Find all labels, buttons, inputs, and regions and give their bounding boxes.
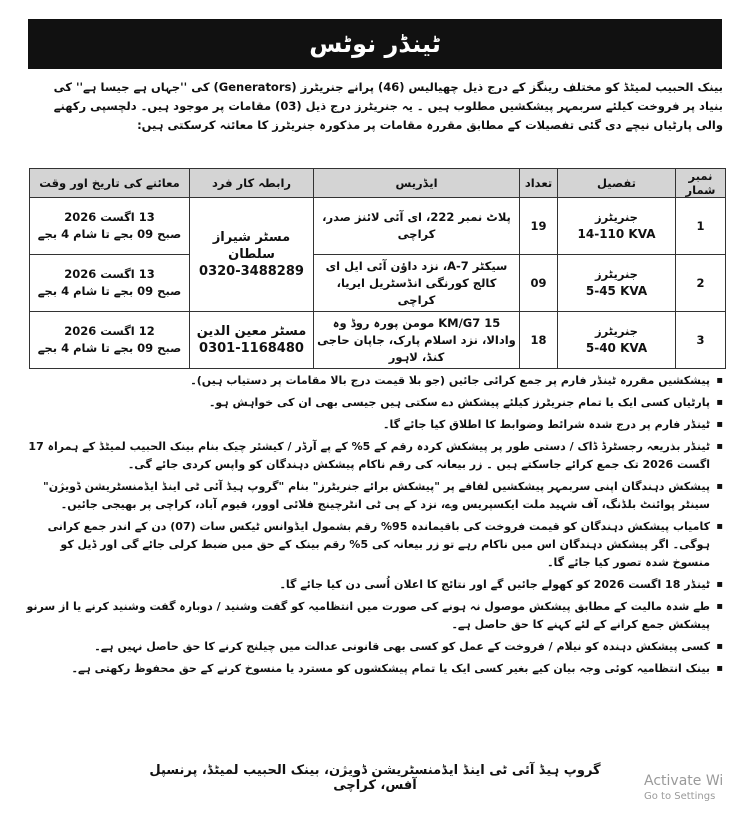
header-contact: رابطہ کار فرد xyxy=(190,169,314,198)
contact-name: مسٹر شیراز سلطان xyxy=(212,230,291,262)
header-detail: تفصیل xyxy=(558,169,676,198)
header-inspection: معائنے کی تاریخ اور وقت xyxy=(30,169,190,198)
watermark-title: Activate Wi xyxy=(644,773,724,789)
inspection-time: صبح 09 بجے تا شام 4 بجے xyxy=(37,227,182,241)
item-name: جنریٹرز xyxy=(595,210,638,224)
watermark-subtitle: Go to Settings xyxy=(644,791,716,802)
inspection-time: صبح 09 بجے تا شام 4 بجے xyxy=(37,341,182,355)
contact-cell xyxy=(190,312,314,369)
inspection-cell xyxy=(30,255,190,312)
intro-paragraph: بینک الحبیب لمیٹڈ کو مختلف رینگز کے درج ذیل چھیالیس (46) پرانے جنریٹرز (Generators) کی ''جہاں ہے جیسا ہے'' کی بنیاد پر فروخت کیلئے سربمہر پیشکشیں مطلوب ہیں ۔ یہ جنریٹرز درج ذیل (03) مقامات پر موجود ہیں۔ دلچسپی رکھنے والی پارٹیاں نیچے دی گئی تفصیلات کے مطابق مقررہ مقامات پر مذکورہ جنریٹرز کا معائنہ کرسکتی ہیں: xyxy=(53,80,723,132)
contact-phone: 0301-1168480 xyxy=(199,341,304,356)
header-quantity: تعداد xyxy=(520,169,558,198)
detail-cell xyxy=(558,255,676,312)
table-row xyxy=(30,255,726,312)
list-item: ▪ بینک انتظامیہ کوئی وجہ بیان کیے بغیر کسی ایک یا تمام پیشکشوں کو مسترد یا منسوخ کرنے کے حق محفوظ رکھتی ہے۔ xyxy=(22,660,724,678)
inspection-cell xyxy=(30,198,190,255)
issuer-footer: گروپ ہیڈ آئی ٹی اینڈ ایڈمنسٹریشن ڈویژن، بینک الحبیب لمیٹڈ، پرنسپل آفس، کراچی xyxy=(149,763,601,793)
list-item: ▪ ٹینڈر فارم پر درج شدہ شرائط وضوابط کا اطلاق کیا جائے گا۔ xyxy=(22,416,724,434)
list-item: ▪ پیشکشیں مقررہ ٹینڈر فارم پر جمع کرائی جائیں (جو بلا قیمت درج بالا مقامات پر دستیاب ہیں)۔ xyxy=(22,372,724,390)
table-row xyxy=(30,198,726,255)
inspection-date: 13 اگست 2026 xyxy=(64,210,155,224)
activate-windows-watermark xyxy=(644,772,749,804)
kva-range: 5-45 KVA xyxy=(585,284,648,298)
serial-cell: 3 xyxy=(676,312,726,369)
item-name: جنریٹرز xyxy=(595,267,638,281)
quantity-cell: 19 xyxy=(520,198,558,255)
header-address: ایڈریس xyxy=(314,169,520,198)
detail-cell xyxy=(558,312,676,369)
serial-cell: 2 xyxy=(676,255,726,312)
quantity-cell: 09 xyxy=(520,255,558,312)
address-cell: پلاٹ نمبر 222، ای آئی لائنز صدر، کراچی xyxy=(314,198,520,255)
notice-title: ٹینڈر نوٹس xyxy=(309,30,441,58)
terms-list xyxy=(22,372,724,682)
item-name: جنریٹرز xyxy=(595,324,638,338)
detail-cell xyxy=(558,198,676,255)
contact-name: مسٹر معین الدین xyxy=(196,324,307,339)
address-cell: 15 KM/G7 مومن پورہ روڈ وہ وادالا، نزد اسلام پارک، جاپان حاجی کنڈ، لاہور xyxy=(314,312,520,369)
list-item: ▪ ٹینڈر بذریعہ رجسٹرڈ ڈاک / دستی طور پر پیشکش کردہ رقم کے 5% کے پے آرڈر / کیشئر چیک بنام بینک الحبیب لمیٹڈ کے ہمراہ 17 اگست 2026 تک جمع کرائے جاسکتے ہیں ۔ زر بیعانہ کی رقم ناکام پیشکش دہندگان کو واپس کردی جائے گی۔ xyxy=(22,438,724,474)
header-serial: نمبر شمار xyxy=(676,169,726,198)
list-item: ▪ طے شدہ مالیت کے مطابق پیشکش موصول نہ ہونے کی صورت میں انتظامیہ کو گفت وشنید / دوبارہ گفت وشنید کرنے یا از سرنو پیشکش جمع کرانے کے لئے کہنے کا حق حاصل ہے۔ xyxy=(22,598,724,634)
kva-range: 5-40 KVA xyxy=(585,341,648,355)
list-item: ▪ ٹینڈر 18 اگست 2026 کو کھولے جائیں گے اور نتائج کا اعلان اُسی دن کیا جائے گا۔ xyxy=(22,576,724,594)
address-cell: سیکٹر A-7، نزد داؤن آئی ایل ای کالج کورنگی انڈسٹریل ایریا، کراچی xyxy=(314,255,520,312)
list-item: ▪ پارٹیاں کسی ایک یا تمام جنریٹرز کیلئے پیشکش دے سکتی ہیں جیسی بھی ان کی خواہش ہو۔ xyxy=(22,394,724,412)
title-banner xyxy=(28,19,722,69)
contact-cell xyxy=(190,198,314,312)
inspection-time: صبح 09 بجے تا شام 4 بجے xyxy=(37,284,182,298)
inspection-cell xyxy=(30,312,190,369)
table-header-row xyxy=(30,169,726,198)
list-item: ▪ کسی پیشکش دہندہ کو نیلام / فروخت کے عمل کو کسی بھی قانونی عدالت میں چیلنج کرنے کا حق حاصل نہیں ہے۔ xyxy=(22,638,724,656)
serial-cell: 1 xyxy=(676,198,726,255)
list-item: ▪ کامیاب پیشکش دہندگان کو قیمت فروخت کی باقیماندہ 95% رقم بشمول ایڈوانس ٹیکس سات (07) دن کے اندر جمع کرانی ہوگی۔ اگر پیشکش دہندگان اس میں ناکام رہے تو زر بیعانہ کی 5% رقم بینک کے حق میں ضبط کرلی جائے گی اور ڈیل کو منسوخ شدہ تصور کیا جائے گا۔ xyxy=(22,518,724,572)
kva-range: 14-110 KVA xyxy=(577,227,656,241)
generators-table xyxy=(29,168,726,369)
table-row xyxy=(30,312,726,369)
list-item: ▪ پیشکش دہندگان اپنی سربمہر پیشکشیں لفافے پر "پیشکش برائے جنریٹرز" بنام "گروپ ہیڈ آئی ٹی اینڈ ایڈمنسٹریشن ڈویژن" سینٹر پوائنٹ بلڈنگ، آف شہید ملت ایکسپریس وے، نزد کے پی ٹی انٹرچینج فلائی اوور، قیوم آباد، کراچی پر بھیجی جائیں۔ xyxy=(22,478,724,514)
contact-phone: 0320-3488289 xyxy=(199,264,304,279)
quantity-cell: 18 xyxy=(520,312,558,369)
inspection-date: 12 اگست 2026 xyxy=(64,324,155,338)
inspection-date: 13 اگست 2026 xyxy=(64,267,155,281)
